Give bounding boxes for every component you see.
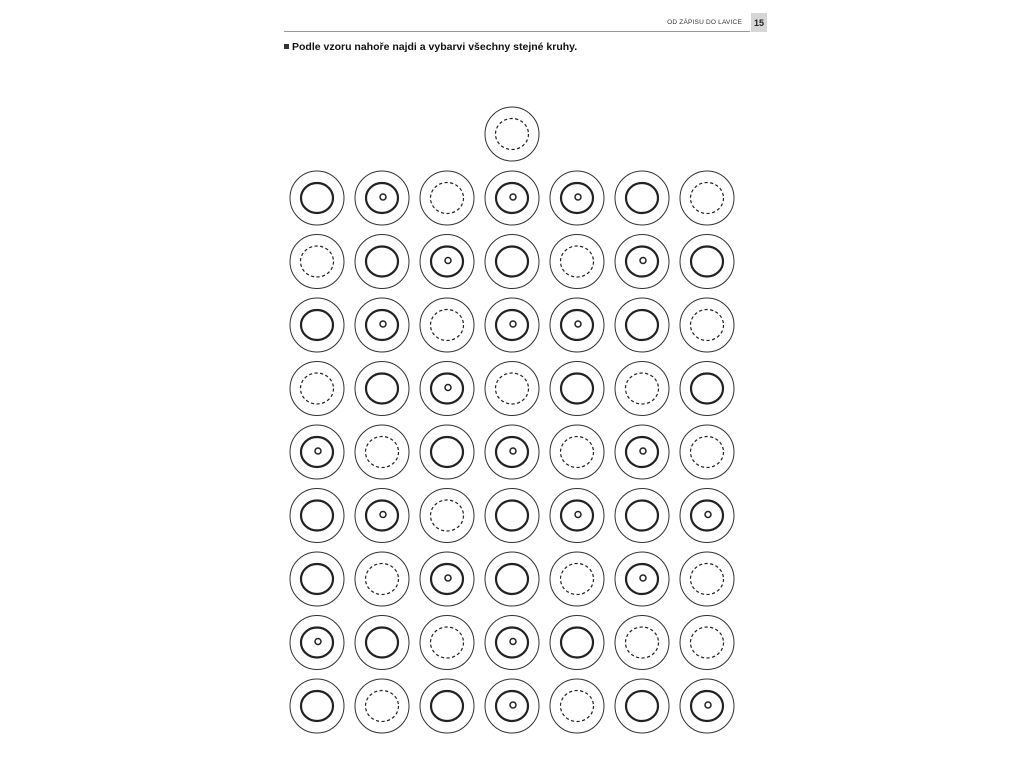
grid-circle-r7-c3[interactable] (420, 552, 474, 606)
outer-ring (680, 425, 734, 479)
outer-ring (290, 171, 344, 225)
grid-circle-r2-c5[interactable] (550, 235, 604, 289)
outer-ring (355, 362, 409, 416)
outer-ring (550, 489, 604, 543)
outer-ring (485, 679, 539, 733)
grid-circle-r5-c7[interactable] (680, 425, 734, 479)
outer-ring (485, 552, 539, 606)
grid-circle-r8-c5[interactable] (550, 616, 604, 670)
grid-circle-r6-c2[interactable] (355, 489, 409, 543)
grid-circle-r8-c4[interactable] (485, 616, 539, 670)
chapter-title: OD ZÁPISU DO LAVICE (667, 19, 742, 26)
outer-ring (420, 552, 474, 606)
grid-circle-r4-c4[interactable] (485, 362, 539, 416)
outer-ring (420, 298, 474, 352)
grid-circle-r1-c7[interactable] (680, 171, 734, 225)
outer-ring (615, 679, 669, 733)
grid-circle-r2-c2[interactable] (355, 235, 409, 289)
grid-circle-r4-c6[interactable] (615, 362, 669, 416)
outer-ring (290, 616, 344, 670)
outer-ring (680, 552, 734, 606)
outer-ring (615, 552, 669, 606)
sample-circle[interactable] (485, 107, 539, 161)
grid-circle-r3-c2[interactable] (355, 298, 409, 352)
grid-circle-r9-c2[interactable] (355, 679, 409, 733)
outer-ring (680, 616, 734, 670)
outer-ring (550, 171, 604, 225)
outer-ring (420, 425, 474, 479)
outer-ring (550, 235, 604, 289)
outer-ring (485, 298, 539, 352)
grid-circle-r7-c1[interactable] (290, 552, 344, 606)
grid-circle-r1-c4[interactable] (485, 171, 539, 225)
outer-ring (420, 679, 474, 733)
grid-circle-r5-c1[interactable] (290, 425, 344, 479)
outer-ring (290, 425, 344, 479)
grid-circle-r6-c4[interactable] (485, 489, 539, 543)
grid-circle-r2-c3[interactable] (420, 235, 474, 289)
grid-circle-r6-c7[interactable] (680, 489, 734, 543)
outer-ring (355, 552, 409, 606)
outer-ring (615, 362, 669, 416)
outer-ring (485, 235, 539, 289)
grid-circle-r6-c3[interactable] (420, 489, 474, 543)
grid-circle-r3-c5[interactable] (550, 298, 604, 352)
grid-circle-r8-c7[interactable] (680, 616, 734, 670)
outer-ring (680, 679, 734, 733)
grid-circle-r8-c1[interactable] (290, 616, 344, 670)
outer-ring (485, 616, 539, 670)
grid-circle-r7-c4[interactable] (485, 552, 539, 606)
outer-ring (680, 171, 734, 225)
outer-ring (485, 107, 539, 161)
grid-circle-r7-c7[interactable] (680, 552, 734, 606)
outer-ring (680, 298, 734, 352)
grid-circle-r7-c6[interactable] (615, 552, 669, 606)
page-number: 15 (753, 17, 764, 28)
grid-circle-r9-c3[interactable] (420, 679, 474, 733)
grid-circle-r9-c7[interactable] (680, 679, 734, 733)
outer-ring (615, 425, 669, 479)
grid-circle-r5-c6[interactable] (615, 425, 669, 479)
grid-circle-r1-c3[interactable] (420, 171, 474, 225)
grid-circle-r4-c1[interactable] (290, 362, 344, 416)
outer-ring (420, 171, 474, 225)
outer-ring (355, 616, 409, 670)
outer-ring (420, 489, 474, 543)
grid-circle-r3-c4[interactable] (485, 298, 539, 352)
grid-circle-r8-c3[interactable] (420, 616, 474, 670)
outer-ring (550, 679, 604, 733)
outer-ring (550, 552, 604, 606)
grid-circle-r1-c5[interactable] (550, 171, 604, 225)
outer-ring (290, 679, 344, 733)
outer-ring (615, 489, 669, 543)
grid-circle-r4-c2[interactable] (355, 362, 409, 416)
grid-circle-r4-c7[interactable] (680, 362, 734, 416)
grid-circle-r2-c6[interactable] (615, 235, 669, 289)
grid-circle-r2-c4[interactable] (485, 235, 539, 289)
outer-ring (615, 235, 669, 289)
outer-ring (680, 235, 734, 289)
grid-circle-r4-c5[interactable] (550, 362, 604, 416)
outer-ring (355, 235, 409, 289)
outer-ring (485, 425, 539, 479)
outer-ring (355, 425, 409, 479)
grid-circle-r6-c5[interactable] (550, 489, 604, 543)
grid-circle-r3-c6[interactable] (615, 298, 669, 352)
outer-ring (485, 489, 539, 543)
outer-ring (290, 235, 344, 289)
grid-circle-r6-c6[interactable] (615, 489, 669, 543)
outer-ring (485, 171, 539, 225)
grid-circle-r1-c6[interactable] (615, 171, 669, 225)
grid-circle-r3-c1[interactable] (290, 298, 344, 352)
outer-ring (615, 298, 669, 352)
outer-ring (420, 362, 474, 416)
outer-ring (485, 362, 539, 416)
outer-ring (420, 235, 474, 289)
grid-circle-r3-c3[interactable] (420, 298, 474, 352)
outer-ring (550, 298, 604, 352)
grid-circle-r2-c7[interactable] (680, 235, 734, 289)
outer-ring (290, 298, 344, 352)
outer-ring (355, 679, 409, 733)
outer-ring (615, 616, 669, 670)
outer-ring (550, 616, 604, 670)
outer-ring (680, 489, 734, 543)
outer-ring (355, 171, 409, 225)
outer-ring (420, 616, 474, 670)
outer-ring (550, 425, 604, 479)
grid-circle-r7-c2[interactable] (355, 552, 409, 606)
grid-circle-r8-c6[interactable] (615, 616, 669, 670)
grid-circle-r6-c1[interactable] (290, 489, 344, 543)
grid-circle-r7-c5[interactable] (550, 552, 604, 606)
instruction-text: Podle vzoru nahoře najdi a vybarvi všechny stejné kruhy. (292, 41, 578, 53)
grid-circle-r9-c4[interactable] (485, 679, 539, 733)
outer-ring (680, 362, 734, 416)
outer-ring (290, 552, 344, 606)
grid-circle-r9-c5[interactable] (550, 679, 604, 733)
outer-ring (355, 298, 409, 352)
grid-circle-r5-c5[interactable] (550, 425, 604, 479)
grid-circle-r9-c1[interactable] (290, 679, 344, 733)
grid-circle-r1-c2[interactable] (355, 171, 409, 225)
grid-circle-r2-c1[interactable] (290, 235, 344, 289)
outer-ring (290, 489, 344, 543)
grid-circle-r9-c6[interactable] (615, 679, 669, 733)
grid-circle-r5-c3[interactable] (420, 425, 474, 479)
grid-circle-r5-c4[interactable] (485, 425, 539, 479)
grid-circle-r5-c2[interactable] (355, 425, 409, 479)
grid-circle-r8-c2[interactable] (355, 616, 409, 670)
grid-circle-r4-c3[interactable] (420, 362, 474, 416)
outer-ring (615, 171, 669, 225)
outer-ring (550, 362, 604, 416)
grid-circle-r1-c1[interactable] (290, 171, 344, 225)
grid-circle-r3-c7[interactable] (680, 298, 734, 352)
outer-ring (290, 362, 344, 416)
outer-ring (355, 489, 409, 543)
